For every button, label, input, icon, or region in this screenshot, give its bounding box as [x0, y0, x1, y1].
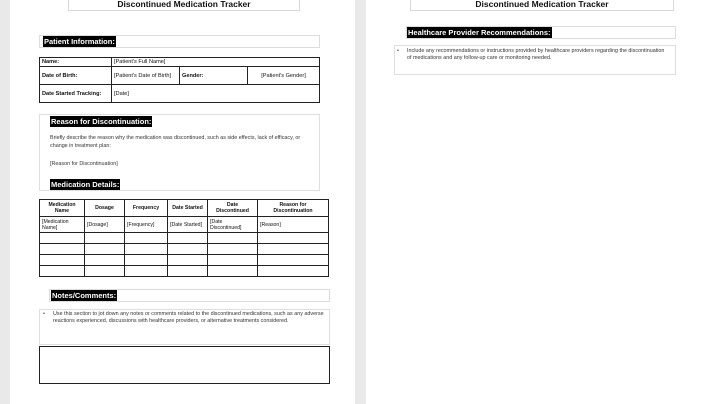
empty-cell[interactable] [125, 255, 168, 266]
cell-date-discontinued[interactable]: [Date Discontinued] [208, 217, 258, 233]
notes-bullet-box [39, 309, 330, 345]
date-started-tracking-label: Date Started Tracking: [40, 85, 112, 103]
column-header-date-started: Date Started [168, 200, 208, 217]
date-started-tracking-value-field[interactable]: [Date] [112, 85, 320, 103]
notes-bullet-text: Use this section to jot down any notes or comments related to the discontinued medications, such as any adverse reactions experienced, discussions with healthcare providers, or alternative treatments considered. [53, 311, 324, 324]
page-title: Discontinued Medication Tracker [410, 0, 674, 11]
column-header-dosage: Dosage [85, 200, 125, 217]
empty-cell[interactable] [125, 266, 168, 277]
empty-cell[interactable] [208, 233, 258, 244]
gender-value-field[interactable]: [Patient's Gender] [248, 67, 320, 85]
page-title: Discontinued Medication Tracker [68, 0, 300, 11]
table-row [40, 217, 329, 233]
recommendations-bullet-text: Include any recommendations or instructions provided by healthcare providers regarding the discontinuation of medications and any follow-up care or monitoring needed. [407, 48, 665, 61]
table-row [40, 58, 320, 67]
empty-cell[interactable] [168, 244, 208, 255]
empty-cell[interactable] [85, 255, 125, 266]
column-header-date-discontinued: Date Discontinued [208, 200, 258, 217]
cell-frequency[interactable]: [Frequency] [125, 217, 168, 233]
name-value-field[interactable]: [Patient's Full Name] [112, 58, 320, 67]
date-of-birth-label: Date of Birth: [40, 67, 112, 85]
patient-information-table [39, 57, 320, 103]
name-label: Name: [40, 58, 112, 67]
medication-details-heading: Medication Details: [51, 180, 120, 189]
cell-reason[interactable]: [Reason] [258, 217, 329, 233]
empty-cell[interactable] [258, 233, 329, 244]
gender-label: Gender: [180, 67, 248, 85]
document-page-2 [366, 0, 720, 404]
patient-information-section-bar [39, 35, 320, 48]
cell-medication-name[interactable]: [Medication Name] [40, 217, 85, 233]
table-row [40, 244, 329, 255]
cell-dosage[interactable]: [Dosage] [85, 217, 125, 233]
column-header-frequency: Frequency [125, 200, 168, 217]
empty-cell[interactable] [125, 244, 168, 255]
cell-date-started[interactable]: [Date Started] [168, 217, 208, 233]
date-of-birth-value-field[interactable]: [Patient's Date of Birth] [112, 67, 180, 85]
empty-cell[interactable] [85, 233, 125, 244]
empty-cell[interactable] [258, 266, 329, 277]
document-page-1 [10, 0, 355, 404]
reason-placeholder-field[interactable]: [Reason for Discontinuation] [50, 161, 118, 167]
reason-section-box [39, 114, 320, 191]
column-header-medication-name: Medication Name [40, 200, 85, 217]
notes-section-bar [49, 289, 330, 302]
notes-comments-heading: Notes/Comments: [52, 291, 117, 300]
empty-cell[interactable] [85, 244, 125, 255]
empty-cell[interactable] [125, 233, 168, 244]
reason-description: Briefly describe the reason why the medication was discontinued, such as side effects, lack of efficacy, or change in treatment plan: [50, 135, 301, 149]
empty-cell[interactable] [85, 266, 125, 277]
table-row [40, 266, 329, 277]
empty-cell[interactable] [168, 255, 208, 266]
empty-cell[interactable] [40, 233, 85, 244]
table-row [40, 233, 329, 244]
empty-cell[interactable] [208, 255, 258, 266]
empty-cell[interactable] [208, 266, 258, 277]
empty-cell[interactable] [258, 255, 329, 266]
notes-input-box[interactable] [39, 346, 330, 384]
medication-details-table [39, 199, 329, 277]
table-row [40, 85, 320, 103]
empty-cell[interactable] [208, 244, 258, 255]
healthcare-provider-recommendations-heading: Healthcare Provider Recommendations: [408, 28, 551, 37]
empty-cell[interactable] [40, 255, 85, 266]
empty-cell[interactable] [168, 266, 208, 277]
table-row [40, 67, 320, 85]
empty-cell[interactable] [168, 233, 208, 244]
bullet-icon: • [397, 48, 399, 54]
column-header-reason: Reason for Discontinuation [258, 200, 329, 217]
empty-cell[interactable] [40, 266, 85, 277]
recommendations-bullet-box [394, 45, 676, 75]
table-row [40, 255, 329, 266]
patient-information-heading: Patient Information: [44, 37, 115, 46]
empty-cell[interactable] [258, 244, 329, 255]
reason-for-discontinuation-heading: Reason for Discontinuation: [51, 117, 152, 126]
bullet-icon: • [43, 311, 45, 317]
table-header-row [40, 200, 329, 217]
empty-cell[interactable] [40, 244, 85, 255]
recommendations-section-bar [406, 26, 676, 39]
